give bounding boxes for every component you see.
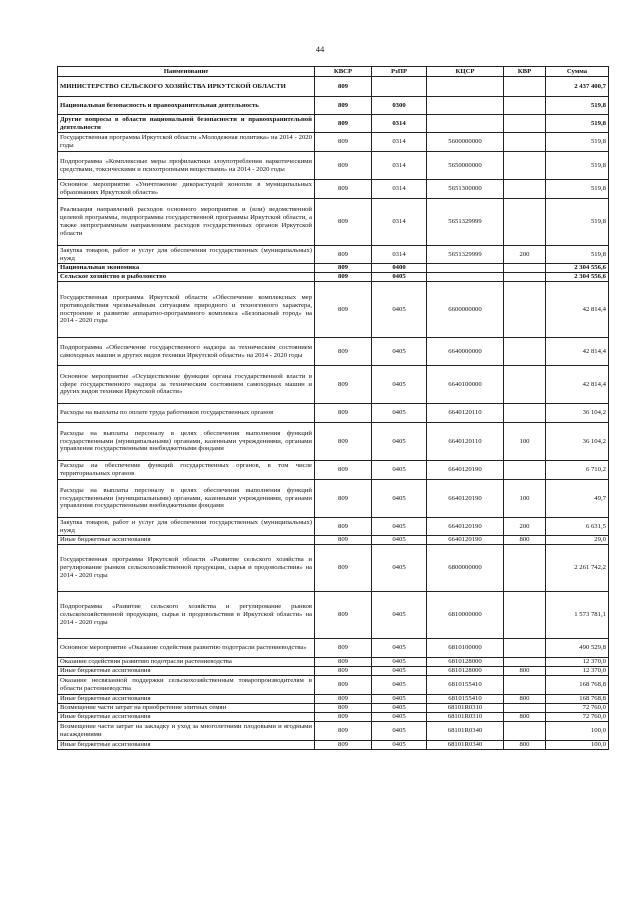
table-row	[58, 199, 609, 246]
cell-kvr	[504, 77, 546, 97]
cell-kvsr: 809	[315, 704, 372, 713]
cell-name: Национальная безопасность и правоохранительная деятельность	[58, 97, 315, 115]
cell-rzpr: 0405	[372, 639, 427, 658]
cell-kcsr: 6810100000	[427, 639, 504, 658]
cell-sum: 6 710,2	[546, 461, 609, 480]
cell-kvr	[504, 133, 546, 152]
cell-kcsr: 6640100000	[427, 366, 504, 404]
cell-kcsr	[427, 264, 504, 273]
table-row	[58, 115, 609, 133]
cell-kvr	[504, 704, 546, 713]
cell-kcsr: 68101R0310	[427, 713, 504, 722]
table-row	[58, 480, 609, 518]
cell-kvsr: 809	[315, 338, 372, 366]
cell-kvr	[504, 115, 546, 133]
cell-kvsr: 809	[315, 461, 372, 480]
cell-kvr: 100	[504, 480, 546, 518]
table-row	[58, 461, 609, 480]
cell-sum: 36 104,2	[546, 404, 609, 423]
cell-name: Расходы на выплаты персоналу в целях обеспечения выполнения функций государственными (муниципальными) органами, казенными учреждениями, органами управления государственными внебюджетными фондами	[58, 423, 315, 461]
cell-kvr: 800	[504, 536, 546, 545]
cell-sum: 2 261 742,2	[546, 545, 609, 592]
cell-sum: 72 760,0	[546, 704, 609, 713]
table-row	[58, 536, 609, 545]
table-row	[58, 97, 609, 115]
cell-kvr	[504, 338, 546, 366]
cell-kvsr: 809	[315, 366, 372, 404]
table-row	[58, 658, 609, 667]
cell-name: Расходы на выплаты персоналу в целях обеспечения выполнения функций государственными (муниципальными) органами, казенными учреждениями, органами управления государственными внебюджетными фондами	[58, 480, 315, 518]
cell-kvr: 800	[504, 695, 546, 704]
cell-rzpr: 0405	[372, 676, 427, 695]
cell-kvsr: 809	[315, 77, 372, 97]
cell-name: МИНИСТЕРСТВО СЕЛЬСКОГО ХОЗЯЙСТВА ИРКУТСКОЙ ОБЛАСТИ	[58, 77, 315, 97]
cell-sum: 519,8	[546, 97, 609, 115]
cell-name: Закупка товаров, работ и услуг для обеспечения государственных (муниципальных) нужд	[58, 246, 315, 264]
cell-kcsr: 5651329999	[427, 246, 504, 264]
table-row	[58, 404, 609, 423]
cell-kvr	[504, 545, 546, 592]
cell-rzpr: 0405	[372, 592, 427, 639]
cell-kvsr: 809	[315, 713, 372, 722]
cell-kcsr: 5651329999	[427, 199, 504, 246]
cell-kvsr: 809	[315, 695, 372, 704]
cell-rzpr: 0405	[372, 518, 427, 536]
cell-kvr	[504, 199, 546, 246]
cell-rzpr: 0405	[372, 480, 427, 518]
cell-sum: 2 304 556,6	[546, 273, 609, 282]
cell-name: Подпрограмма «Обеспечение государственного надзора за техническим состоянием самоходных машин и других видов техники Иркутской области» на 2014 - 2020 годы	[58, 338, 315, 366]
cell-kvsr: 809	[315, 639, 372, 658]
table-header-row	[58, 67, 609, 77]
cell-name: Оказание несвязанной поддержки сельскохозяйственным товаропроизводителям в области растениеводства	[58, 676, 315, 695]
cell-rzpr: 0405	[372, 273, 427, 282]
table-row	[58, 741, 609, 750]
cell-rzpr: 0314	[372, 180, 427, 199]
cell-sum: 2 437 400,7	[546, 77, 609, 97]
cell-name: Иные бюджетные ассигнования	[58, 667, 315, 676]
cell-kvsr: 809	[315, 282, 372, 338]
table-row	[58, 246, 609, 264]
cell-name: Основное мероприятие «Оказание содействия развитию подотрасли растениеводства»	[58, 639, 315, 658]
cell-sum: 168 768,8	[546, 676, 609, 695]
cell-sum: 42 814,4	[546, 282, 609, 338]
cell-kcsr: 6810000000	[427, 592, 504, 639]
cell-kvsr: 809	[315, 133, 372, 152]
cell-kvr	[504, 404, 546, 423]
cell-sum: 519,8	[546, 133, 609, 152]
cell-sum: 6 631,5	[546, 518, 609, 536]
cell-kvr	[504, 722, 546, 741]
cell-rzpr: 0405	[372, 338, 427, 366]
cell-sum: 49,7	[546, 480, 609, 518]
cell-kvr: 800	[504, 741, 546, 750]
cell-rzpr: 0405	[372, 713, 427, 722]
cell-rzpr: 0405	[372, 282, 427, 338]
cell-name: Государственная программа Иркутской области «Обеспечение комплексных мер противодействия чрезвычайным ситуациям природного и техногенного характера, построение и развитие аппаратно-программного комплекса «Безопасный город» на 2014 - 2020 годы	[58, 282, 315, 338]
cell-kvr	[504, 676, 546, 695]
cell-kvr	[504, 273, 546, 282]
cell-kvsr: 809	[315, 518, 372, 536]
cell-sum: 519,8	[546, 180, 609, 199]
table-row	[58, 722, 609, 741]
table-row	[58, 545, 609, 592]
cell-kcsr: 68101R0310	[427, 704, 504, 713]
cell-kvr	[504, 461, 546, 480]
cell-kvr: 200	[504, 518, 546, 536]
cell-name: Возмещение части затрат на приобретение элитных семян	[58, 704, 315, 713]
cell-kvsr: 809	[315, 676, 372, 695]
cell-kvsr: 809	[315, 273, 372, 282]
cell-rzpr: 0405	[372, 366, 427, 404]
cell-rzpr: 0405	[372, 741, 427, 750]
cell-name: Государственная программа Иркутской области «Молодежная политика» на 2014 - 2020 годы	[58, 133, 315, 152]
cell-sum: 12 370,0	[546, 658, 609, 667]
cell-kcsr: 5651300000	[427, 180, 504, 199]
cell-rzpr: 0405	[372, 536, 427, 545]
cell-kvr: 200	[504, 246, 546, 264]
header-sum: Сумма	[546, 67, 609, 77]
cell-rzpr: 0405	[372, 667, 427, 676]
cell-kvsr: 809	[315, 722, 372, 741]
cell-sum: 519,8	[546, 115, 609, 133]
cell-name: Иные бюджетные ассигнования	[58, 713, 315, 722]
cell-name: Закупка товаров, работ и услуг для обеспечения государственных (муниципальных) нужд	[58, 518, 315, 536]
cell-kvsr: 809	[315, 264, 372, 273]
cell-sum: 519,8	[546, 199, 609, 246]
cell-rzpr: 0314	[372, 246, 427, 264]
cell-kcsr: 6600000000	[427, 282, 504, 338]
cell-kcsr: 68101R0340	[427, 741, 504, 750]
cell-kcsr: 5600000000	[427, 133, 504, 152]
cell-name: Иные бюджетные ассигнования	[58, 536, 315, 545]
cell-kcsr: 6810128000	[427, 667, 504, 676]
table-row	[58, 667, 609, 676]
cell-sum: 36 104,2	[546, 423, 609, 461]
cell-name: Иные бюджетные ассигнования	[58, 741, 315, 750]
cell-name: Национальная экономика	[58, 264, 315, 273]
cell-kcsr	[427, 115, 504, 133]
cell-kvsr: 809	[315, 246, 372, 264]
cell-kvr	[504, 592, 546, 639]
cell-kcsr: 6800000000	[427, 545, 504, 592]
cell-sum: 519,8	[546, 152, 609, 180]
cell-kcsr: 6640120190	[427, 480, 504, 518]
header-name: Наименование	[58, 67, 315, 77]
table-row	[58, 676, 609, 695]
table-row	[58, 592, 609, 639]
cell-name: Сельское хозяйство и рыболовство	[58, 273, 315, 282]
cell-sum: 72 760,0	[546, 713, 609, 722]
cell-sum: 42 814,4	[546, 338, 609, 366]
cell-sum: 42 814,4	[546, 366, 609, 404]
table-row	[58, 152, 609, 180]
cell-rzpr: 0314	[372, 115, 427, 133]
cell-kcsr: 6810155410	[427, 695, 504, 704]
cell-sum: 519,8	[546, 246, 609, 264]
cell-kvsr: 809	[315, 592, 372, 639]
table-row	[58, 180, 609, 199]
cell-kvr: 800	[504, 713, 546, 722]
table-row	[58, 713, 609, 722]
cell-name: Подпрограмма «Комплексные меры профилактики злоупотребления наркотическими средствами, токсическими и психотропными веществами» на 2014 - 2020 годы	[58, 152, 315, 180]
cell-kvr	[504, 264, 546, 273]
cell-sum: 2 304 556,6	[546, 264, 609, 273]
cell-rzpr: 0400	[372, 264, 427, 273]
cell-sum: 100,0	[546, 741, 609, 750]
cell-name: Возмещение части затрат на закладку и уход за многолетними плодовыми и ягодными насаждениями	[58, 722, 315, 741]
table-row	[58, 133, 609, 152]
cell-kcsr: 6640000000	[427, 338, 504, 366]
cell-kvsr: 809	[315, 545, 372, 592]
cell-kcsr: 6640120110	[427, 423, 504, 461]
cell-kvsr: 809	[315, 115, 372, 133]
cell-kcsr: 6640120110	[427, 404, 504, 423]
cell-rzpr: 0300	[372, 97, 427, 115]
cell-rzpr: 0405	[372, 423, 427, 461]
table-row	[58, 273, 609, 282]
cell-sum: 490 529,8	[546, 639, 609, 658]
cell-kcsr: 6810155410	[427, 676, 504, 695]
cell-kvsr: 809	[315, 741, 372, 750]
table-row	[58, 704, 609, 713]
cell-kcsr	[427, 77, 504, 97]
budget-table	[57, 66, 609, 750]
cell-kcsr	[427, 97, 504, 115]
cell-kvr: 800	[504, 667, 546, 676]
cell-name: Оказание содействия развитию подотрасли растениеводства	[58, 658, 315, 667]
cell-kvsr: 809	[315, 480, 372, 518]
cell-rzpr: 0314	[372, 199, 427, 246]
cell-kvr	[504, 366, 546, 404]
table-body	[58, 77, 609, 750]
cell-kcsr: 5650000000	[427, 152, 504, 180]
cell-rzpr: 0405	[372, 704, 427, 713]
table-row	[58, 639, 609, 658]
cell-kcsr: 6640120190	[427, 461, 504, 480]
cell-kcsr: 6640120190	[427, 518, 504, 536]
cell-rzpr: 0314	[372, 152, 427, 180]
table-row	[58, 518, 609, 536]
cell-sum: 100,0	[546, 722, 609, 741]
cell-sum: 1 573 781,1	[546, 592, 609, 639]
cell-kcsr: 68101R0340	[427, 722, 504, 741]
cell-kvr	[504, 180, 546, 199]
cell-name: Реализация направлений расходов основного мероприятия и (или) ведомственной целевой программы, подпрограммы государственной программы Иркутской области, а также непрограммным направлениям расходов государственных органов Иркутской области	[58, 199, 315, 246]
header-kcsr: КЦСР	[427, 67, 504, 77]
cell-kvsr: 809	[315, 180, 372, 199]
cell-rzpr: 0405	[372, 722, 427, 741]
cell-kcsr: 6810128000	[427, 658, 504, 667]
cell-kvsr: 809	[315, 423, 372, 461]
cell-name: Основное мероприятие «Уничтожение дикорастущей конопли в муниципальных образованиях Иркутской области»	[58, 180, 315, 199]
cell-name: Подпрограмма «Развитие сельского хозяйства и регулирование рынков сельскохозяйственной продукции, сырья и продовольствия в Иркутской области» на 2014 - 2020 годы	[58, 592, 315, 639]
cell-name: Расходы на обеспечение функций государственных органов, в том числе территориальных органов	[58, 461, 315, 480]
cell-sum: 29,0	[546, 536, 609, 545]
cell-rzpr: 0405	[372, 404, 427, 423]
table-row	[58, 282, 609, 338]
cell-rzpr: 0405	[372, 461, 427, 480]
cell-kvr	[504, 282, 546, 338]
cell-name: Иные бюджетные ассигнования	[58, 695, 315, 704]
cell-kvsr: 809	[315, 667, 372, 676]
header-rzpr: РзПР	[372, 67, 427, 77]
cell-rzpr: 0405	[372, 545, 427, 592]
cell-name: Основное мероприятие «Осуществление функции органа государственной власти в сфере государственного надзора за техническим состоянием самоходных машин и других видов техники Иркутской области»	[58, 366, 315, 404]
cell-kvsr: 809	[315, 404, 372, 423]
cell-kcsr: 6640120190	[427, 536, 504, 545]
cell-kvr	[504, 639, 546, 658]
cell-kvsr: 809	[315, 536, 372, 545]
header-kvr: КВР	[504, 67, 546, 77]
cell-rzpr: 0405	[372, 695, 427, 704]
cell-kvsr: 809	[315, 97, 372, 115]
cell-rzpr	[372, 77, 427, 97]
cell-kvr	[504, 152, 546, 180]
cell-kvsr: 809	[315, 658, 372, 667]
page-number: 44	[315, 44, 325, 54]
cell-name: Другие вопросы в области национальной безопасности и правоохранительной деятельности	[58, 115, 315, 133]
table-row	[58, 423, 609, 461]
cell-rzpr: 0314	[372, 133, 427, 152]
header-kvsr: КВСР	[315, 67, 372, 77]
cell-kvr	[504, 658, 546, 667]
cell-kvr	[504, 97, 546, 115]
cell-name: Государственная программа Иркутской области «Развитие сельского хозяйства и регулирование рынков сельскохозяйственной продукции, сырья и продовольствия» на 2014 - 2020 годы	[58, 545, 315, 592]
table-row	[58, 264, 609, 273]
table-row	[58, 77, 609, 97]
cell-kcsr	[427, 273, 504, 282]
cell-kvsr: 809	[315, 152, 372, 180]
table-row	[58, 366, 609, 404]
cell-sum: 12 370,0	[546, 667, 609, 676]
cell-name: Расходы на выплаты по оплате труда работников государственных органов	[58, 404, 315, 423]
table-row	[58, 338, 609, 366]
table-row	[58, 695, 609, 704]
cell-sum: 168 768,8	[546, 695, 609, 704]
cell-rzpr: 0405	[372, 658, 427, 667]
cell-kvr: 100	[504, 423, 546, 461]
cell-kvsr: 809	[315, 199, 372, 246]
